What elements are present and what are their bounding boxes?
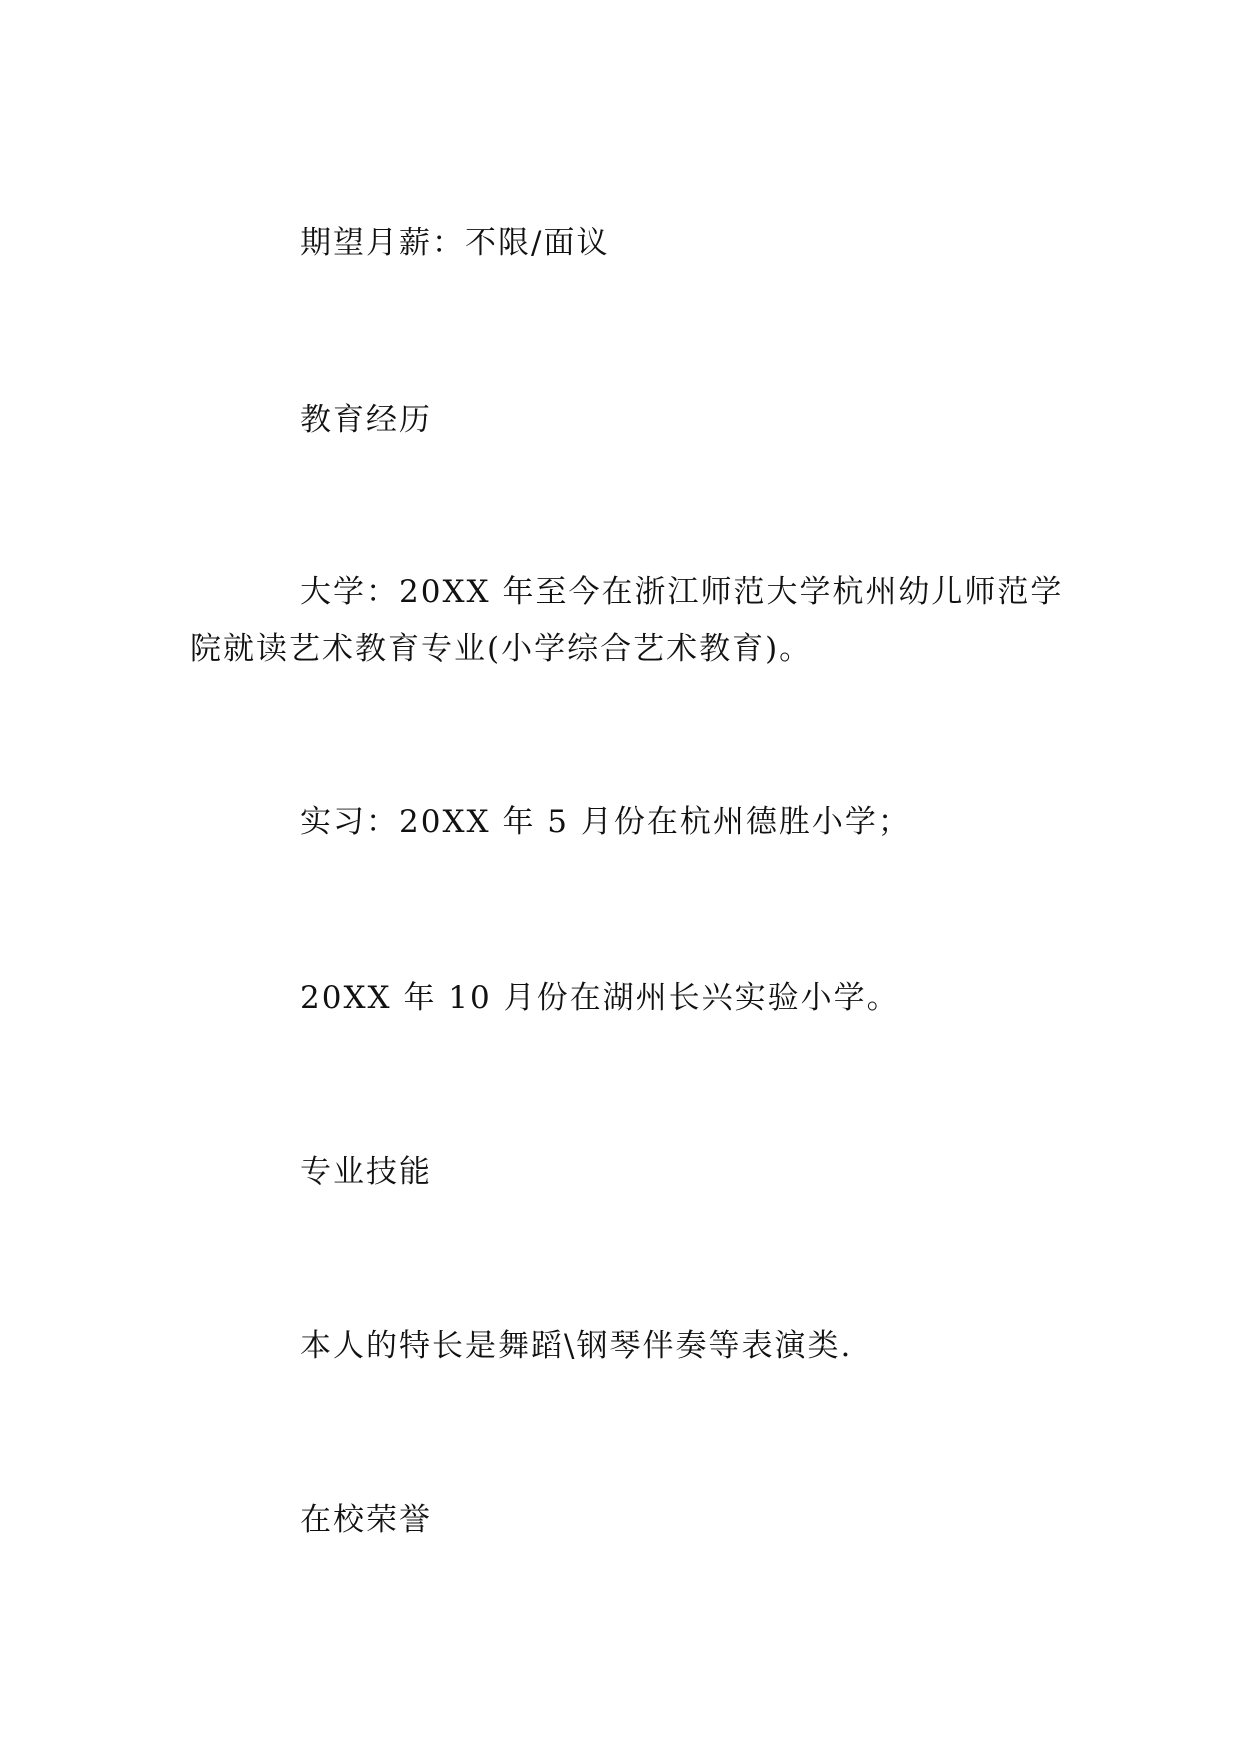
expected-salary-line: 期望月薪：不限/面议 <box>300 225 610 261</box>
university-line-2: 院就读艺术教育专业(小学综合艺术教育)。 <box>190 631 813 667</box>
university-line-1: 大学：20XX 年至今在浙江师范大学杭州幼儿师范学 <box>300 574 1064 610</box>
skills-heading: 专业技能 <box>300 1154 432 1190</box>
education-heading: 教育经历 <box>300 402 432 438</box>
internship-line-2: 20XX 年 10 月份在湖州长兴实验小学。 <box>300 980 900 1016</box>
internship-line-1: 实习：20XX 年 5 月份在杭州德胜小学； <box>300 804 911 840</box>
honors-heading: 在校荣誉 <box>300 1502 432 1538</box>
skills-text: 本人的特长是舞蹈\钢琴伴奏等表演类. <box>300 1328 853 1364</box>
